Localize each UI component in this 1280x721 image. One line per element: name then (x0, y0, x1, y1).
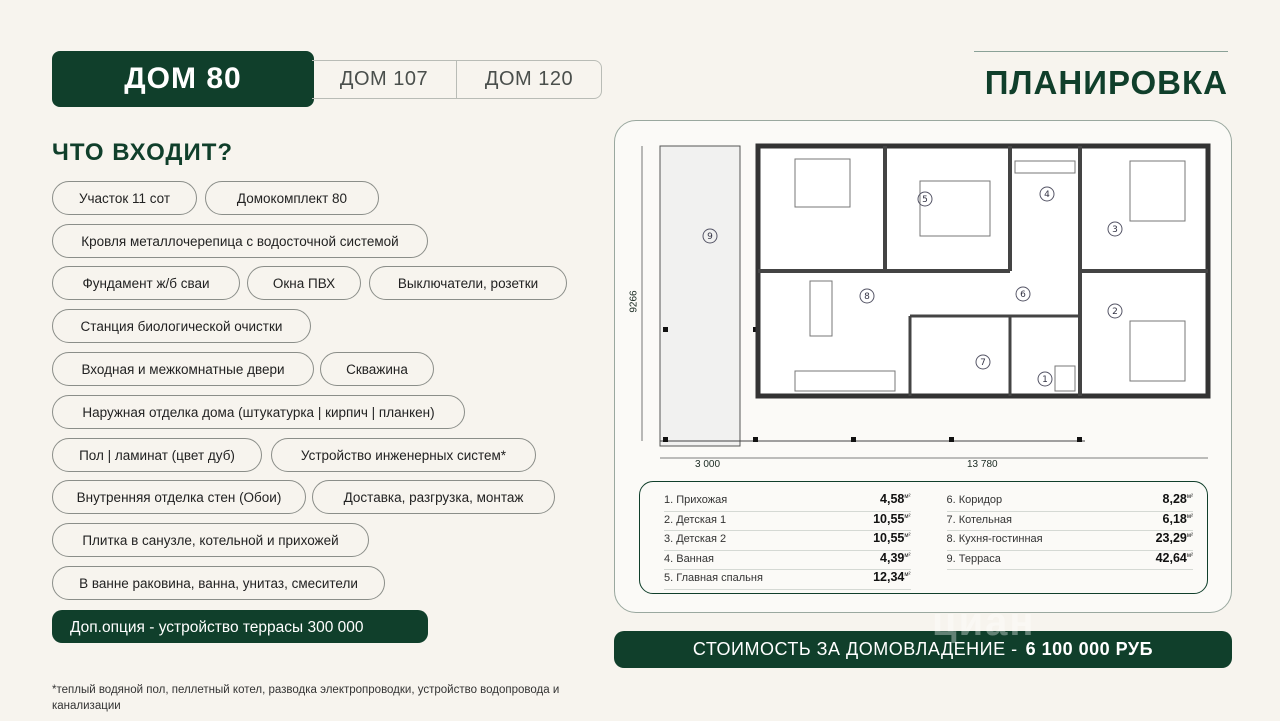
watermark-logo: циан (932, 600, 1036, 644)
section-title: ЧТО ВХОДИТ? (52, 139, 234, 166)
floor-plan-drawing (615, 121, 1233, 481)
room-row: 3. Детская 2 $10,55^{м^2}$ (664, 531, 911, 551)
dimension-terrace: 3 000 (695, 459, 721, 470)
feature-chip: Доставка, разгрузка, монтаж (312, 480, 555, 514)
feature-chip: Скважина (320, 352, 434, 386)
tab-dom-120[interactable]: ДОМ 120 (456, 61, 601, 98)
tab-dom-80[interactable]: ДОМ 80 (52, 51, 314, 107)
feature-chip: Участок 11 сот (52, 181, 197, 215)
divider (974, 51, 1228, 52)
svg-text:3: 3 (1112, 225, 1118, 235)
tab-dom-107[interactable]: ДОМ 107 (339, 68, 429, 90)
feature-chip: Кровля металлочерепица с водосточной системой (52, 224, 428, 258)
svg-text:2: 2 (1112, 307, 1118, 317)
svg-text:7: 7 (980, 358, 986, 368)
svg-text:8: 8 (864, 292, 870, 302)
option-badge: Доп.опция - устройство террасы 300 000 (52, 610, 428, 643)
feature-chip: Внутренняя отделка стен (Обои) (52, 480, 306, 514)
feature-chip: Фундамент ж/б сваи (52, 266, 240, 300)
svg-text:9: 9 (707, 232, 713, 242)
svg-text:4: 4 (1044, 190, 1050, 200)
dimension-height: 9266 (628, 290, 640, 313)
feature-chip: Наружная отделка дома (штукатурка | кирпич | планкен) (52, 395, 465, 429)
room-row: 7. Котельная $6,18^{м^2}$ (947, 512, 1194, 532)
room-row: 1. Прихожая $4,58^{м^2}$ (664, 492, 911, 512)
price-label: СТОИМОСТЬ ЗА ДОМОВЛАДЕНИЕ - (692, 639, 1018, 659)
feature-chip: Выключатели, розетки (369, 266, 567, 300)
floor-plan-card (614, 120, 1232, 613)
feature-chip: Окна ПВХ (247, 266, 361, 300)
room-row: 8. Кухня-гостинная $23,29^{м^2}$ (947, 531, 1194, 551)
price-value: 6 100 000 РУБ (1025, 639, 1154, 659)
svg-text:6: 6 (1020, 290, 1026, 300)
plan-title: ПЛАНИРОВКА (984, 64, 1228, 101)
feature-chip: В ванне раковина, ванна, унитаз, смесители (52, 566, 385, 600)
feature-chip: Устройство инженерных систем* (271, 438, 536, 472)
feature-chip: Плитка в санузле, котельной и прихожей (52, 523, 369, 557)
room-row: 2. Детская 1 $10,55^{м^2}$ (664, 512, 911, 532)
price-banner (614, 631, 1232, 668)
rooms-column-left (664, 492, 911, 593)
footnote: *теплый водяной пол, пеллетный котел, разводка электропроводки, устройство водопровода и канализации (52, 684, 560, 712)
house-tabs (312, 60, 602, 99)
room-row: 5. Главная спальня $12,34^{м^2}$ (664, 570, 911, 590)
svg-text:1: 1 (1042, 375, 1048, 385)
svg-text:5: 5 (922, 195, 928, 205)
feature-chip: Входная и межкомнатные двери (52, 352, 314, 386)
feature-chip: Пол | ламинат (цвет дуб) (52, 438, 262, 472)
rooms-column-right (947, 492, 1194, 593)
dimension-house: 13 780 (967, 459, 998, 470)
feature-chip: Домокомплект 80 (205, 181, 379, 215)
room-row: 9. Терраса $42,64^{м^2}$ (947, 551, 1194, 571)
rooms-legend (639, 481, 1208, 594)
room-row: 4. Ванная $4,39^{м^2}$ (664, 551, 911, 571)
feature-chip: Станция биологической очистки (52, 309, 311, 343)
room-row: 6. Коридор $8,28^{м^2}$ (947, 492, 1194, 512)
